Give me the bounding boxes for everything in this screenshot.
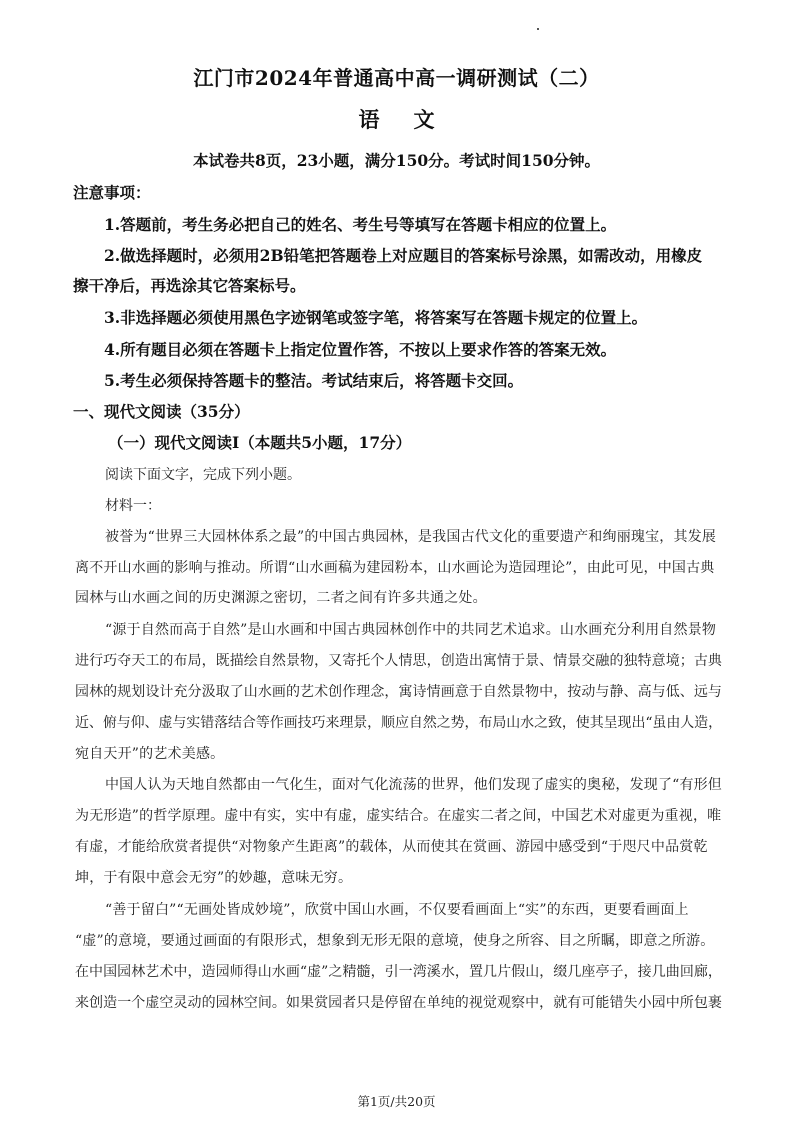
- paragraph-line: 进行巧夺天工的布局，既描绘自然景物，又寄托个人情思，创造出寓情于景、情景交融的独特意境；古典: [75, 653, 722, 669]
- paragraph-line: “善于留白”“无画处皆成妙境”，欣赏中国山水画，不仅要看画面上“实”的东西，更要看画面上: [105, 902, 689, 918]
- paragraph-line: “源于自然而高于自然”是山水画和中国古典园林创作中的共同艺术追求。山水画充分利用自然景物: [105, 622, 717, 638]
- paragraph-line: 宛自天开”的艺术美感。: [75, 746, 225, 762]
- note-5: 5.考生必须保持答题卡的整洁。考试结束后，将答题卡交回。: [104, 371, 524, 390]
- paragraph-line: 被誉为“世界三大园林体系之最”的中国古典园林，是我国古代文化的重要遗产和绚丽瑰宝，其发展: [105, 529, 717, 545]
- subsection-heading: （一）现代文阅读Ⅰ（本题共5小题，17分）: [108, 433, 412, 452]
- material-label: 材料一：: [105, 498, 161, 514]
- note-2: 2.做选择题时，必须用2B铅笔把答题卷上对应题目的答案标号涂黑，如需改动，用橡皮: [104, 246, 703, 265]
- scan-dot: [537, 28, 539, 30]
- paragraph-line: 离不开山水画的影响与推动。所谓“山水画稿为建园粉本，山水画论为造园理论”，由此可见，中国古典: [75, 560, 715, 576]
- paragraph-line: 中国人认为天地自然都由一气化生，面对气化流荡的世界，他们发现了虚实的奥秘，发现了“有形但: [105, 777, 722, 793]
- notes-heading: 注意事项：: [73, 183, 151, 202]
- note-1: 1.答题前，考生务必把自己的姓名、考生号等填写在答题卡相应的位置上。: [104, 215, 617, 234]
- paragraph-line: 园林的规划设计充分汲取了山水画的艺术创作理念，寓诗情画意于自然景物中，按动与静、高与低、远与: [75, 684, 722, 700]
- note-4: 4.所有题目必须在答题卡上指定位置作答，不按以上要求作答的答案无效。: [104, 340, 617, 359]
- paragraph-line: 坤，于有限中意会无穷”的妙趣，意味无穷。: [75, 870, 353, 886]
- paragraph-line: 为无形造”的哲学原理。虚中有实，实中有虚，虚实结合。在虚实二者之间，中国艺术对虚更为重视，唯: [75, 808, 722, 824]
- paragraph-line: 有虚，才能给欣赏者提供“对物象产生距离”的载体，从而使其在赏画、游园中感受到“于咫尺中品赏乾: [75, 839, 708, 855]
- reading-instruction: 阅读下面文字，完成下列小题。: [105, 467, 301, 483]
- paragraph-line: 来创造一个虚空灵动的园林空间。如果赏园者只是停留在单纯的视觉观察中，就有可能错失小园中所包裹: [75, 995, 722, 1011]
- note-2-continued: 擦干净后，再选涂其它答案标号。: [73, 276, 306, 295]
- paragraph-line: 近、俯与仰、虚与实错落结合等作画技巧来理景，顺应自然之势，布局山水之致，使其呈现出“虽由人造，: [75, 715, 722, 731]
- exam-title: 江门市2024年普通高中高一调研测试（二）: [193, 66, 600, 90]
- paragraph-line: “虚”的意境，要通过画面的有限形式，想象到无形无限的意境，使身之所容、目之所瞩，即意之所游。: [75, 933, 715, 949]
- note-3: 3.非选择题必须使用黑色字迹钢笔或签字笔，将答案写在答题卡规定的位置上。: [104, 308, 648, 327]
- subject-text: 语文: [358, 107, 469, 132]
- paragraph-line: 在中国园林艺术中，造园师得山水画“虚”之精髓，引一湾溪水，置几片假山，缀几座亭子，接几曲回廊，: [75, 964, 722, 980]
- subject-title: [0, 104, 793, 134]
- page-footer: 第1页/共20页: [357, 1094, 436, 1109]
- paragraph-line: 园林与山水画之间的历史渊源之密切，二者之间有许多共通之处。: [75, 590, 487, 606]
- section-heading: 一、现代文阅读（35分）: [73, 402, 250, 421]
- exam-info: 本试卷共8页，23小题，满分150分。考试时间150分钟。: [192, 151, 601, 170]
